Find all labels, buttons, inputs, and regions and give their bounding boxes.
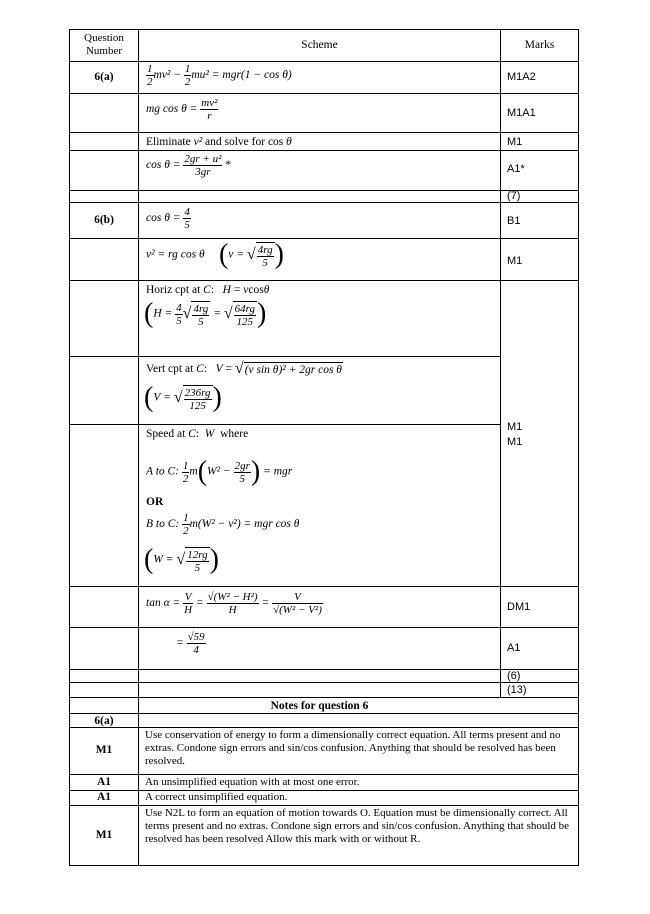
marks-a1-final: A1 — [507, 642, 521, 654]
marks-m1: M1 — [507, 136, 523, 148]
note-text: Use N2L to form an equation of motion towards O. Equation must be dimensionally correct. All terms present and no extras. Condone sign errors and sin/cos confusion. Anything that should be resolved has been resolved Allow this mark with or without R. — [145, 807, 570, 845]
marks-m1a2: M1A2 — [507, 71, 536, 83]
grid-line — [69, 627, 579, 628]
grid-line — [69, 805, 579, 806]
marks-m1a1: M1A1 — [507, 107, 536, 119]
grid-line — [69, 29, 70, 865]
marks-m1-mid-1: M1 — [507, 421, 523, 433]
note-mark: M1 — [95, 744, 113, 756]
header-question-number: Question Number — [84, 32, 124, 57]
grid-line — [69, 150, 579, 151]
grid-line — [138, 29, 139, 865]
grid-line — [69, 356, 501, 357]
w-value: (W = √ $\frac{12rg}{5}$ ) — [144, 544, 219, 575]
grid-line — [69, 202, 579, 203]
notes-title: Notes for question 6 — [270, 700, 369, 712]
b-to-c-equation: B to C: $\frac{1}{2}$ m(W² − v²) = mgr cos θ — [146, 512, 300, 537]
final-answer: = $\frac{√59}{4}$ — [176, 631, 205, 656]
grid-line — [578, 29, 579, 865]
note-text: Use conservation of energy to form a dimensionally correct equation. All terms present and no extras. Condone sign errors and sin/cos confusion. Anything that should be resolved has been resolved. — [145, 729, 561, 767]
question-total: (13) — [507, 684, 527, 696]
or-label: OR — [146, 496, 164, 508]
marks-b1: B1 — [507, 215, 521, 227]
note-mark: A1 — [96, 791, 112, 803]
grid-line — [69, 697, 579, 698]
n2l-equation: mg cos θ = $\frac{\text{mv²}}{r}$ — [146, 97, 218, 122]
cos-theta-value: cos θ = $\frac{4}{5}$ — [146, 206, 190, 231]
horiz-component-value: (H = $\frac{4}{5}$ √ $\frac{4rg}{5}$ = √ $\frac{64rg}{125}$ ) — [144, 298, 267, 329]
grid-line — [69, 61, 579, 62]
grid-line — [69, 682, 579, 683]
grid-line — [69, 29, 579, 30]
marks-m1-mid-2: M1 — [507, 436, 523, 448]
grid-line — [69, 190, 579, 191]
tan-alpha-equation: tan α = $\frac{V}{H}$ = $\frac{\text{√(W² − H²)}}{H}$ = $\frac{V}{\text{√(W² − V²)}}$ — [146, 591, 322, 616]
vert-component-label: Vert cpt at C: V = √(v sin θ)² + 2gr cos θ — [146, 360, 342, 377]
energy-equation: $\frac{1}{2}$ mv² − $\frac{1}{2}$ mu² = mgr(1 − cos θ) — [147, 63, 292, 88]
grid-line — [69, 865, 579, 866]
marks-m1-b2: M1 — [507, 255, 523, 267]
note-text: A correct unsimplified equation. — [145, 791, 288, 803]
a-to-c-equation: A to C: $\frac{1}{2}$ m(W² − $\frac{2gr}{5}$ ) = mgr — [146, 456, 293, 487]
grid-line — [69, 727, 579, 728]
grid-line — [69, 586, 579, 587]
header-marks: Marks — [524, 39, 555, 51]
grid-line — [69, 238, 579, 239]
grid-line — [69, 669, 579, 670]
grid-line — [69, 424, 501, 425]
part-b-label: 6(b) — [94, 214, 114, 226]
notes-part-label: 6(a) — [94, 715, 114, 727]
grid-line — [69, 93, 579, 94]
marks-dm1: DM1 — [507, 601, 531, 613]
grid-line — [69, 774, 579, 775]
grid-line — [69, 132, 579, 133]
note-text: An unsimplified equation with at most one error. — [145, 776, 360, 788]
part-a-total: (7) — [507, 190, 521, 202]
marks-a1-star: A1* — [507, 163, 525, 175]
eliminate-step: Eliminate v² and solve for cos θ — [146, 136, 292, 148]
cos-theta-result: cos θ = $\frac{\text{2gr + u²}}{3gr}$ * — [146, 153, 232, 178]
speed-label: Speed at C: W where — [146, 428, 249, 440]
part-a-label: 6(a) — [94, 71, 114, 83]
note-mark: A1 — [96, 776, 112, 788]
header-scheme: Scheme — [301, 39, 338, 51]
vert-component-value: (V = √ $\frac{236rg}{125}$ ) — [144, 382, 222, 413]
note-mark: M1 — [95, 829, 113, 841]
grid-line — [500, 29, 501, 698]
horiz-component-label: Horiz cpt at C: H = vcosθ — [146, 284, 270, 296]
part-b-total: (6) — [507, 670, 521, 682]
v-squared-equation: v² = rg cos θ (v = √ $\frac{4rg}{5}$ ) — [146, 239, 284, 270]
grid-line — [69, 280, 579, 281]
grid-line — [69, 713, 579, 714]
